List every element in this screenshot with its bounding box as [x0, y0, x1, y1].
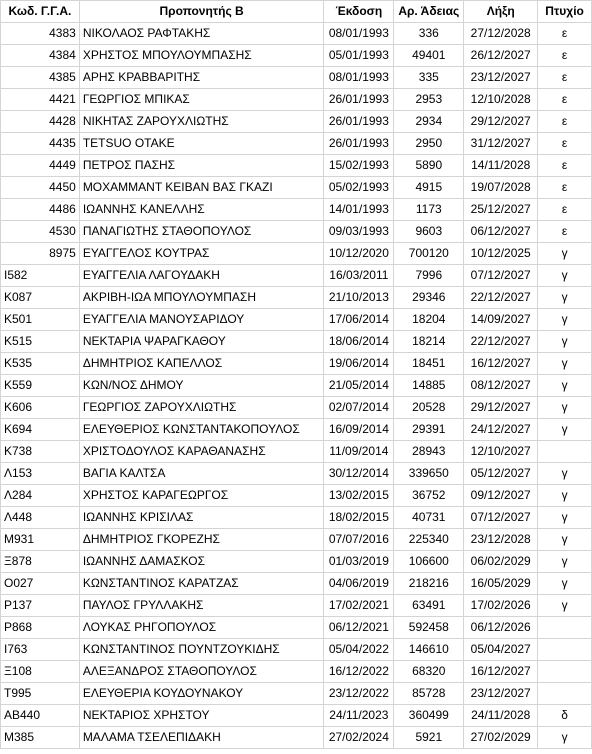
cell-expiry-date[interactable]: 26/12/2027	[464, 45, 538, 67]
cell-code[interactable]: Μ385	[1, 727, 80, 749]
cell-code[interactable]: 4384	[1, 45, 80, 67]
cell-issue-date[interactable]: 21/10/2013	[324, 287, 394, 309]
cell-expiry-date[interactable]: 23/12/2028	[464, 529, 538, 551]
cell-issue-date[interactable]: 17/02/2021	[324, 595, 394, 617]
cell-expiry-date[interactable]: 31/12/2027	[464, 133, 538, 155]
cell-license-number[interactable]: 2934	[394, 111, 464, 133]
cell-license-number[interactable]: 68320	[394, 661, 464, 683]
cell-expiry-date[interactable]: 24/12/2027	[464, 419, 538, 441]
cell-issue-date[interactable]: 05/02/1993	[324, 177, 394, 199]
cell-code[interactable]: Κ087	[1, 287, 80, 309]
table-row	[1, 331, 592, 353]
cell-expiry-date[interactable]: 16/12/2027	[464, 661, 538, 683]
cell-coach-name[interactable]: ΚΩΝΣΤΑΝΤΙΝΟΣ ΚΑΡΑΤΖΑΣ	[79, 573, 324, 595]
cell-license-number[interactable]: 36752	[394, 485, 464, 507]
cell-code[interactable]: Κ515	[1, 331, 80, 353]
cell-coach-name[interactable]: ΧΡΗΣΤΟΣ ΜΠΟΥΛΟΥΜΠΑΣΗΣ	[79, 45, 324, 67]
cell-issue-date[interactable]: 06/12/2021	[324, 617, 394, 639]
cell-code[interactable]: Τ995	[1, 683, 80, 705]
cell-degree[interactable]: γ	[538, 375, 592, 397]
cell-degree[interactable]: ε	[538, 199, 592, 221]
table-row	[1, 595, 592, 617]
cell-coach-name[interactable]: ΑΡΗΣ ΚΡΑΒΒΑΡΙΤΗΣ	[79, 67, 324, 89]
cell-code[interactable]: Κ535	[1, 353, 80, 375]
cell-issue-date[interactable]: 19/06/2014	[324, 353, 394, 375]
cell-expiry-date[interactable]: 05/04/2027	[464, 639, 538, 661]
cell-issue-date[interactable]: 15/02/1993	[324, 155, 394, 177]
cell-code[interactable]: 4385	[1, 67, 80, 89]
cell-license-number[interactable]: 4915	[394, 177, 464, 199]
cell-expiry-date[interactable]: 07/12/2027	[464, 265, 538, 287]
cell-license-number[interactable]: 360499	[394, 705, 464, 727]
table-row	[1, 419, 592, 441]
cell-license-number[interactable]: 40731	[394, 507, 464, 529]
table-row	[1, 375, 592, 397]
cell-expiry-date[interactable]: 14/11/2028	[464, 155, 538, 177]
cell-expiry-date[interactable]: 06/12/2026	[464, 617, 538, 639]
cell-degree[interactable]: γ	[538, 397, 592, 419]
cell-coach-name[interactable]: ΑΛΕΞΑΝΔΡΟΣ ΣΤΑΘΟΠΟΥΛΟΣ	[79, 661, 324, 683]
cell-degree[interactable]: ε	[538, 67, 592, 89]
cell-expiry-date[interactable]: 19/07/2028	[464, 177, 538, 199]
table-row	[1, 133, 592, 155]
cell-degree[interactable]: ε	[538, 89, 592, 111]
cell-license-number[interactable]: 29346	[394, 287, 464, 309]
cell-code[interactable]: 4435	[1, 133, 80, 155]
table-row	[1, 221, 592, 243]
cell-coach-name[interactable]: ΓΕΩΡΓΙΟΣ ΖΑΡΟΥΧΛΙΩΤΗΣ	[79, 397, 324, 419]
cell-expiry-date[interactable]: 14/09/2027	[464, 309, 538, 331]
cell-issue-date[interactable]: 26/01/1993	[324, 133, 394, 155]
cell-coach-name[interactable]: ΑΚΡΙΒΗ-ΙΩΑ ΜΠΟΥΛΟΥΜΠΑΣΗ	[79, 287, 324, 309]
cell-expiry-date[interactable]: 23/12/2027	[464, 67, 538, 89]
table-row	[1, 705, 592, 727]
cell-degree[interactable]: δ	[538, 705, 592, 727]
cell-expiry-date[interactable]: 16/05/2029	[464, 573, 538, 595]
cell-code[interactable]: Κ559	[1, 375, 80, 397]
table-row	[1, 507, 592, 529]
table-row	[1, 45, 592, 67]
cell-coach-name[interactable]: ΝΙΚΟΛΑΟΣ ΡΑΦΤΑΚΗΣ	[79, 23, 324, 45]
cell-code[interactable]: 4428	[1, 111, 80, 133]
cell-license-number[interactable]: 28943	[394, 441, 464, 463]
cell-coach-name[interactable]: ΕΛΕΥΘΕΡΙΟΣ ΚΩΝΣΤΑΝΤΑΚΟΠΟΥΛΟΣ	[79, 419, 324, 441]
cell-expiry-date[interactable]: 17/02/2026	[464, 595, 538, 617]
table-row	[1, 265, 592, 287]
cell-coach-name[interactable]: ΔΗΜΗΤΡΙΟΣ ΓΚΟΡΕΖΗΣ	[79, 529, 324, 551]
cell-degree[interactable]: ε	[538, 155, 592, 177]
cell-license-number[interactable]: 218216	[394, 573, 464, 595]
cell-degree[interactable]: γ	[538, 331, 592, 353]
cell-code[interactable]: Κ606	[1, 397, 80, 419]
cell-issue-date[interactable]: 02/07/2014	[324, 397, 394, 419]
cell-code[interactable]: Ξ108	[1, 661, 80, 683]
cell-coach-name[interactable]: ΜΟΧΑΜΜΑΝΤ ΚΕΙΒΑΝ ΒΑΣ ΓΚΑΖΙ	[79, 177, 324, 199]
cell-issue-date[interactable]: 18/02/2015	[324, 507, 394, 529]
header-row	[1, 1, 592, 23]
cell-license-number[interactable]: 9603	[394, 221, 464, 243]
cell-degree[interactable]	[538, 617, 592, 639]
cell-degree[interactable]: γ	[538, 265, 592, 287]
cell-issue-date[interactable]: 18/06/2014	[324, 331, 394, 353]
table-row	[1, 683, 592, 705]
cell-degree[interactable]: γ	[538, 507, 592, 529]
cell-expiry-date[interactable]: 05/12/2027	[464, 463, 538, 485]
cell-license-number[interactable]: 2950	[394, 133, 464, 155]
cell-coach-name[interactable]: ΛΟΥΚΑΣ ΡΗΓΟΠΟΥΛΟΣ	[79, 617, 324, 639]
cell-coach-name[interactable]: ΙΩΑΝΝΗΣ ΚΡΙΣΙΛΑΣ	[79, 507, 324, 529]
cell-expiry-date[interactable]: 06/12/2027	[464, 221, 538, 243]
cell-coach-name[interactable]: TETSUO OTAKE	[79, 133, 324, 155]
cell-code[interactable]: Κ501	[1, 309, 80, 331]
cell-license-number[interactable]: 63491	[394, 595, 464, 617]
table-row	[1, 463, 592, 485]
cell-coach-name[interactable]: ΕΥΑΓΓΕΛΙΑ ΜΑΝΟΥΣΑΡΙΔΟΥ	[79, 309, 324, 331]
cell-issue-date[interactable]: 01/03/2019	[324, 551, 394, 573]
cell-code[interactable]: Ξ878	[1, 551, 80, 573]
cell-code[interactable]: Μ931	[1, 529, 80, 551]
table-row	[1, 485, 592, 507]
cell-issue-date[interactable]: 11/09/2014	[324, 441, 394, 463]
cell-coach-name[interactable]: ΧΡΙΣΤΟΔΟΥΛΟΣ ΚΑΡΑΘΑΝΑΣΗΣ	[79, 441, 324, 463]
cell-degree[interactable]: γ	[538, 727, 592, 749]
cell-coach-name[interactable]: ΜΑΛΑΜΑ ΤΣΕΛΕΠΙΔΑΚΗ	[79, 727, 324, 749]
cell-issue-date[interactable]: 24/11/2023	[324, 705, 394, 727]
cell-issue-date[interactable]: 07/07/2016	[324, 529, 394, 551]
cell-degree[interactable]	[538, 639, 592, 661]
cell-degree[interactable]: γ	[538, 463, 592, 485]
cell-expiry-date[interactable]: 08/12/2027	[464, 375, 538, 397]
table-row	[1, 573, 592, 595]
cell-expiry-date[interactable]: 25/12/2027	[464, 199, 538, 221]
cell-issue-date[interactable]: 05/01/1993	[324, 45, 394, 67]
cell-degree[interactable]: ε	[538, 177, 592, 199]
cell-code[interactable]: Ι763	[1, 639, 80, 661]
cell-license-number[interactable]: 5890	[394, 155, 464, 177]
cell-code[interactable]: Λ153	[1, 463, 80, 485]
cell-license-number[interactable]: 49401	[394, 45, 464, 67]
cell-degree[interactable]: γ	[538, 419, 592, 441]
header-expiry[interactable]: Λήξη	[464, 1, 538, 23]
cell-license-number[interactable]: 1173	[394, 199, 464, 221]
cell-coach-name[interactable]: ΠΑΥΛΟΣ ΓΡΥΛΛΑΚΗΣ	[79, 595, 324, 617]
cell-degree[interactable]: γ	[538, 243, 592, 265]
cell-degree[interactable]: ε	[538, 111, 592, 133]
cell-code[interactable]: Ρ137	[1, 595, 80, 617]
cell-coach-name[interactable]: ΠΕΤΡΟΣ ΠΑΣΗΣ	[79, 155, 324, 177]
cell-code[interactable]: 4450	[1, 177, 80, 199]
cell-license-number[interactable]: 18204	[394, 309, 464, 331]
cell-license-number[interactable]: 106600	[394, 551, 464, 573]
cell-license-number[interactable]: 85728	[394, 683, 464, 705]
cell-code[interactable]: 4421	[1, 89, 80, 111]
cell-expiry-date[interactable]: 16/12/2027	[464, 353, 538, 375]
cell-code[interactable]: Λ448	[1, 507, 80, 529]
table-row	[1, 177, 592, 199]
cell-coach-name[interactable]: ΚΩΝΣΤΑΝΤΙΝΟΣ ΠΟΥΝΤΖΟΥΚΙΔΗΣ	[79, 639, 324, 661]
table-row	[1, 287, 592, 309]
cell-code[interactable]: 8975	[1, 243, 80, 265]
cell-license-number[interactable]: 7996	[394, 265, 464, 287]
table-row	[1, 353, 592, 375]
cell-expiry-date[interactable]: 29/12/2027	[464, 397, 538, 419]
cell-expiry-date[interactable]: 22/12/2027	[464, 331, 538, 353]
cell-license-number[interactable]: 700120	[394, 243, 464, 265]
cell-coach-name[interactable]: ΔΗΜΗΤΡΙΟΣ ΚΑΠΕΛΛΟΣ	[79, 353, 324, 375]
cell-degree[interactable]: γ	[538, 485, 592, 507]
table-row	[1, 89, 592, 111]
cell-coach-name[interactable]: ΓΕΩΡΓΙΟΣ ΜΠΙΚΑΣ	[79, 89, 324, 111]
cell-expiry-date[interactable]: 27/12/2028	[464, 23, 538, 45]
table-row	[1, 243, 592, 265]
cell-issue-date[interactable]: 13/02/2015	[324, 485, 394, 507]
cell-expiry-date[interactable]: 07/12/2027	[464, 507, 538, 529]
table-row	[1, 529, 592, 551]
cell-coach-name[interactable]: ΕΥΑΓΓΕΛΙΑ ΛΑΓΟΥΔΑΚΗ	[79, 265, 324, 287]
cell-degree[interactable]: γ	[538, 551, 592, 573]
cell-code[interactable]: 4486	[1, 199, 80, 221]
cell-code[interactable]: Λ284	[1, 485, 80, 507]
cell-issue-date[interactable]: 05/04/2022	[324, 639, 394, 661]
cell-degree[interactable]: ε	[538, 23, 592, 45]
cell-expiry-date[interactable]: 09/12/2027	[464, 485, 538, 507]
cell-license-number[interactable]: 336	[394, 23, 464, 45]
cell-coach-name[interactable]: ΕΥΑΓΓΕΛΟΣ ΚΟΥΤΡΑΣ	[79, 243, 324, 265]
cell-issue-date[interactable]: 14/01/1993	[324, 199, 394, 221]
cell-license-number[interactable]: 18451	[394, 353, 464, 375]
cell-coach-name[interactable]: ΧΡΗΣΤΟΣ ΚΑΡΑΓΕΩΡΓΟΣ	[79, 485, 324, 507]
cell-degree[interactable]: ε	[538, 45, 592, 67]
cell-expiry-date[interactable]: 22/12/2027	[464, 287, 538, 309]
cell-license-number[interactable]: 2953	[394, 89, 464, 111]
table-row	[1, 155, 592, 177]
cell-code[interactable]: 4530	[1, 221, 80, 243]
table-row	[1, 67, 592, 89]
cell-license-number[interactable]: 5921	[394, 727, 464, 749]
table-row	[1, 551, 592, 573]
cell-coach-name[interactable]: ΠΑΝΑΓΙΩΤΗΣ ΣΤΑΘΟΠΟΥΛΟΣ	[79, 221, 324, 243]
cell-issue-date[interactable]: 10/12/2020	[324, 243, 394, 265]
cell-issue-date[interactable]: 17/06/2014	[324, 309, 394, 331]
cell-issue-date[interactable]: 27/02/2024	[324, 727, 394, 749]
cell-coach-name[interactable]: ΚΩΝ/ΝΟΣ ΔΗΜΟΥ	[79, 375, 324, 397]
header-coach[interactable]: Προπονητής Β	[79, 1, 324, 23]
cell-coach-name[interactable]: ΝΙΚΗΤΑΣ ΖΑΡΟΥΧΛΙΩΤΗΣ	[79, 111, 324, 133]
cell-coach-name[interactable]: ΙΩΑΝΝΗΣ ΔΑΜΑΣΚΟΣ	[79, 551, 324, 573]
cell-code[interactable]: 4449	[1, 155, 80, 177]
cell-degree[interactable]: γ	[538, 353, 592, 375]
table-row	[1, 23, 592, 45]
cell-issue-date[interactable]: 04/06/2019	[324, 573, 394, 595]
cell-degree[interactable]	[538, 661, 592, 683]
cell-degree[interactable]	[538, 441, 592, 463]
cell-license-number[interactable]: 335	[394, 67, 464, 89]
cell-degree[interactable]: ε	[538, 133, 592, 155]
table-row	[1, 309, 592, 331]
cell-coach-name[interactable]: ΕΛΕΥΘΕΡΙΑ ΚΟΥΔΟΥΝΑΚΟΥ	[79, 683, 324, 705]
cell-expiry-date[interactable]: 23/12/2027	[464, 683, 538, 705]
cell-license-number[interactable]: 146610	[394, 639, 464, 661]
header-code[interactable]: Κωδ. Γ.Γ.Α.	[1, 1, 80, 23]
table-row	[1, 397, 592, 419]
cell-issue-date[interactable]: 21/05/2014	[324, 375, 394, 397]
cell-license-number[interactable]: 225340	[394, 529, 464, 551]
cell-code[interactable]: Ο027	[1, 573, 80, 595]
cell-issue-date[interactable]: 16/12/2022	[324, 661, 394, 683]
cell-license-number[interactable]: 339650	[394, 463, 464, 485]
cell-code[interactable]: Ρ868	[1, 617, 80, 639]
cell-coach-name[interactable]: ΝΕΚΤΑΡΙΟΣ ΧΡΗΣΤΟΥ	[79, 705, 324, 727]
cell-coach-name[interactable]: ΙΩΑΝΝΗΣ ΚΑΝΕΛΛΗΣ	[79, 199, 324, 221]
cell-code[interactable]: Ι582	[1, 265, 80, 287]
cell-issue-date[interactable]: 26/01/1993	[324, 111, 394, 133]
cell-expiry-date[interactable]: 10/12/2025	[464, 243, 538, 265]
cell-coach-name[interactable]: ΒΑΓΙΑ ΚΑΛΤΣΑ	[79, 463, 324, 485]
cell-degree[interactable]	[538, 683, 592, 705]
table-row	[1, 661, 592, 683]
cell-license-number[interactable]: 14885	[394, 375, 464, 397]
cell-expiry-date[interactable]: 27/02/2029	[464, 727, 538, 749]
cell-code[interactable]: 4383	[1, 23, 80, 45]
table-row	[1, 639, 592, 661]
cell-issue-date[interactable]: 09/03/1993	[324, 221, 394, 243]
table-row	[1, 111, 592, 133]
cell-code[interactable]: Κ738	[1, 441, 80, 463]
cell-expiry-date[interactable]: 29/12/2027	[464, 111, 538, 133]
cell-license-number[interactable]: 18214	[394, 331, 464, 353]
cell-degree[interactable]: ε	[538, 221, 592, 243]
table-row	[1, 441, 592, 463]
cell-issue-date[interactable]: 23/12/2022	[324, 683, 394, 705]
cell-expiry-date[interactable]: 24/11/2028	[464, 705, 538, 727]
cell-code[interactable]: Κ694	[1, 419, 80, 441]
cell-issue-date[interactable]: 26/01/1993	[324, 89, 394, 111]
cell-issue-date[interactable]: 30/12/2014	[324, 463, 394, 485]
cell-degree[interactable]: γ	[538, 573, 592, 595]
cell-license-number[interactable]: 29391	[394, 419, 464, 441]
cell-degree[interactable]: γ	[538, 309, 592, 331]
header-license-number[interactable]: Αρ. Άδειας	[394, 1, 464, 23]
cell-expiry-date[interactable]: 12/10/2028	[464, 89, 538, 111]
cell-license-number[interactable]: 20528	[394, 397, 464, 419]
cell-degree[interactable]: γ	[538, 287, 592, 309]
cell-issue-date[interactable]: 08/01/1993	[324, 23, 394, 45]
cell-degree[interactable]: γ	[538, 595, 592, 617]
cell-issue-date[interactable]: 16/03/2011	[324, 265, 394, 287]
cell-coach-name[interactable]: ΝΕΚΤΑΡΙΑ ΨΑΡΑΓΚΑΘΟΥ	[79, 331, 324, 353]
header-degree[interactable]: Πτυχίο	[538, 1, 592, 23]
cell-code[interactable]: ΑΒ440	[1, 705, 80, 727]
cell-expiry-date[interactable]: 06/02/2029	[464, 551, 538, 573]
table-row	[1, 727, 592, 749]
table-row	[1, 617, 592, 639]
header-issue-date[interactable]: Έκδοση	[324, 1, 394, 23]
cell-expiry-date[interactable]: 12/10/2027	[464, 441, 538, 463]
table-row	[1, 199, 592, 221]
cell-issue-date[interactable]: 16/09/2014	[324, 419, 394, 441]
cell-issue-date[interactable]: 08/01/1993	[324, 67, 394, 89]
cell-license-number[interactable]: 592458	[394, 617, 464, 639]
cell-degree[interactable]: γ	[538, 529, 592, 551]
